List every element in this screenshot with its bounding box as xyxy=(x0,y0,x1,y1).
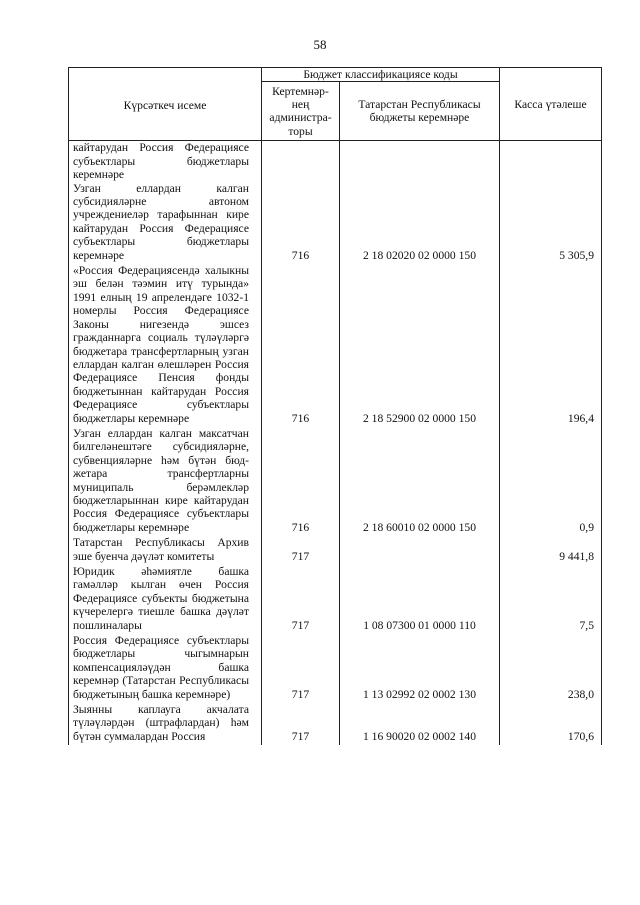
row-admin-code: 716 xyxy=(262,427,340,536)
row-name: Россия Федерациясе субъектлары бюджетлары чыгымнарын компенсацияләүдән башка керемнәр (Татарстан Республикасы бюджетының башка керемнәре) xyxy=(69,634,262,703)
row-budget-code: 1 13 02992 02 0002 130 xyxy=(340,634,500,703)
header-budget-codes: Бюджет классификациясе коды xyxy=(262,68,500,82)
row-budget-code: 2 18 60010 02 0000 150 xyxy=(340,427,500,536)
row-budget-code: 2 18 02020 02 0000 150 xyxy=(340,182,500,264)
row-cash-value xyxy=(500,141,602,182)
page-number: 58 xyxy=(313,37,327,52)
row-admin-code: 717 xyxy=(262,536,340,565)
row-admin-code: 717 xyxy=(262,634,340,703)
table-row xyxy=(69,565,602,634)
row-admin-code: 716 xyxy=(262,264,340,427)
row-name: Татарстан Республикасы Архив эше буенча дәүләт комитеты xyxy=(69,536,262,565)
row-budget-code: 2 18 52900 02 0000 150 xyxy=(340,264,500,427)
row-name: Зыянны каплауга акчалата түләүләрдән (штрафлардан) һәм бүтән суммалардан Россия xyxy=(69,703,262,745)
row-name: кайтарудан Россия Федерациясе субъектлары бюджетлары керемнәре xyxy=(69,141,262,182)
row-name: Узган еллардан калган максатчан билгеләнештәге субсидияләрне, субвенцияләрне һәм бүтән бюд-жетара трансфертларны муниципаль берәмлекләр бюджетларыннан кире кайтарудан Россия Федерациясе субъектлары бюджетлары керемнәре xyxy=(69,427,262,536)
row-cash-value: 9 441,8 xyxy=(500,536,602,565)
table-row xyxy=(69,182,602,264)
row-name: Узган еллардан калган субсидияләрне автоном учреждениеләр тарафыннан кире кайтарудан Россия Федерациясе субъектлары бюджетлары керемнәре xyxy=(69,182,262,264)
table-body xyxy=(69,141,602,745)
budget-classification-table xyxy=(68,67,602,745)
row-cash-value: 196,4 xyxy=(500,264,602,427)
table-row xyxy=(69,141,602,182)
header-tatarstan-budget-revenue: Татарстан Республикасы бюджеты керемнәре xyxy=(340,82,500,141)
header-indicator-name: Күрсәткеч исеме xyxy=(69,68,262,141)
header-revenue-administrator: Кертемнәр-нең администра-торы xyxy=(262,82,340,141)
row-budget-code: 1 08 07300 01 0000 110 xyxy=(340,565,500,634)
row-budget-code: 1 16 90020 02 0002 140 xyxy=(340,703,500,745)
row-admin-code: 717 xyxy=(262,703,340,745)
row-admin-code: 717 xyxy=(262,565,340,634)
table-row xyxy=(69,427,602,536)
row-cash-value: 0,9 xyxy=(500,427,602,536)
row-cash-value: 5 305,9 xyxy=(500,182,602,264)
row-name: «Россия Федерациясендә халыкны эш белән тәэмин итү турында» 1991 елның 19 апрелендәге 1032-1 номерлы Россия Федерациясе Законы нигезендә эшсез гражданнарга социаль түләүләргә бюджетара трансфертларның узган еллардан калган өлешләрен Россия Федерациясе Пенсия фонды бюджетыннан кайтарудан Россия Федерациясе субъектлары бюджетлары керемнәре xyxy=(69,264,262,427)
table-header xyxy=(69,68,602,141)
row-cash-value: 170,6 xyxy=(500,703,602,745)
row-name: Юридик әһәмиятле башка гамәлләр кылган өчен Россия Федерациясе субъекты бюджетына күчерелергә тиешле башка дәүләт пошлиналары xyxy=(69,565,262,634)
table-row xyxy=(69,703,602,745)
table-row xyxy=(69,536,602,565)
row-admin-code xyxy=(262,141,340,182)
row-admin-code: 716 xyxy=(262,182,340,264)
row-budget-code xyxy=(340,141,500,182)
table-row xyxy=(69,634,602,703)
row-cash-value: 238,0 xyxy=(500,634,602,703)
row-cash-value: 7,5 xyxy=(500,565,602,634)
row-budget-code xyxy=(340,536,500,565)
table-row xyxy=(69,264,602,427)
header-cash-execution: Касса үтәлеше xyxy=(500,68,602,141)
